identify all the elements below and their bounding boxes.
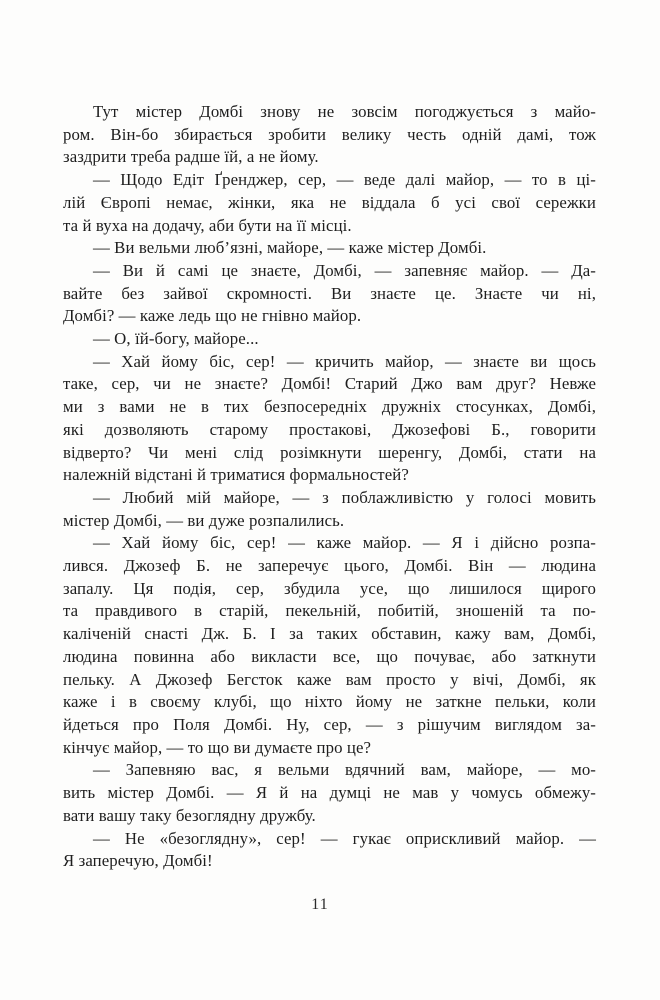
paragraph — [63, 828, 596, 873]
paragraph — [63, 759, 596, 827]
text-line: містер Домбі, — ви дуже розпалились. — [63, 510, 345, 530]
text-line: каліченій снасті Дж. Б. І за таких обставин, кажу вам, Домбі, — [63, 624, 596, 644]
paragraph — [63, 351, 596, 487]
text-line: Я заперечую, Домбі! — [63, 851, 213, 871]
text-line: — Щодо Едіт Ґренджер, сер, — веде далі майор, — то в ці- — [93, 170, 596, 190]
text-line: заздрити треба радше їй, а не йому. — [63, 147, 319, 167]
paragraph — [63, 101, 596, 169]
text-line: ми з вами не в тих безпосередніх дружніх стосунках, Домбі, — [63, 397, 596, 417]
text-line: — Не «безоглядну», сер! — гукає оприскливий майор. — — [93, 828, 596, 848]
text-line: таке, сер, чи не знаєте? Домбі! Старий Джо вам друг? Невже — [63, 374, 596, 394]
text-line: вайте без зайвої скромності. Ви знаєте це. Знаєте чи ні, — [63, 283, 596, 303]
text-line: лій Європі немає, жінки, яка не віддала б усі свої сережки — [63, 192, 596, 212]
text-line: каже і в своєму клубі, що ніхто йому не заткне пельки, коли — [63, 692, 596, 712]
text-line: та правдивого в старій, пекельній, побитій, зношеній та по- — [63, 601, 596, 621]
paragraph — [63, 237, 596, 260]
text-line: пельку. А Джозеф Бегсток каже вам просто у вічі, Домбі, як — [63, 669, 596, 689]
paragraph — [63, 328, 596, 351]
text-line: відверто? Чи мені слід розімкнути шеренгу, Домбі, стати на — [63, 442, 596, 462]
text-line: вить містер Домбі. — Я й на думці не мав у чомусь обмежу- — [63, 783, 596, 803]
text-line: ром. Він-бо збирається зробити велику честь одній дамі, тож — [63, 124, 596, 144]
text-line: вати вашу таку безоглядну дружбу. — [63, 805, 316, 825]
text-line: — Хай йому біс, сер! — кричить майор, — знаєте ви щось — [93, 351, 596, 371]
text-line: — Ви вельми люб’язні, майоре, — каже містер Домбі. — [93, 238, 487, 258]
text-line: Домбі? — каже ледь що не гнівно майор. — [63, 306, 362, 326]
paragraph — [63, 260, 596, 328]
text-line: лився. Джозеф Б. не заперечує цього, Домбі. Він — людина — [63, 556, 596, 576]
text-line: — Любий мій майоре, — з поблажливістю у голосі мовить — [93, 487, 596, 507]
text-line: йдеться про Поля Домбі. Ну, сер, — з рішучим виглядом за- — [63, 714, 596, 734]
paragraph — [63, 169, 596, 237]
paragraph — [63, 487, 596, 532]
text-line: та й вуха на додачу, аби бути на її місці. — [63, 215, 352, 235]
paragraph — [63, 532, 596, 759]
text-line: — Запевняю вас, я вельми вдячний вам, майоре, — мо- — [93, 760, 596, 780]
text-block — [63, 101, 596, 873]
text-line: запалу. Ця подія, сер, збудила усе, що лишилося щирого — [63, 578, 596, 598]
text-line: належній відстані й триматися формальностей? — [63, 465, 409, 485]
text-line: — О, їй-богу, майоре... — [93, 329, 259, 349]
text-line: які дозволяють старому простакові, Джозефові Б., говорити — [63, 419, 596, 439]
text-line: Тут містер Домбі знову не зовсім погоджується з майо- — [93, 102, 596, 121]
text-line: — Ви й самі це знаєте, Домбі, — запевняє майор. — Да- — [93, 260, 596, 280]
text-line: — Хай йому біс, сер! — каже майор. — Я і дійсно розпа- — [93, 533, 596, 553]
text-line: людина повинна або викласти все, що почуває, або заткнути — [63, 646, 596, 666]
page-number: 11 — [311, 896, 329, 913]
text-line: кінчує майор, — то що ви думаєте про це? — [63, 737, 372, 757]
